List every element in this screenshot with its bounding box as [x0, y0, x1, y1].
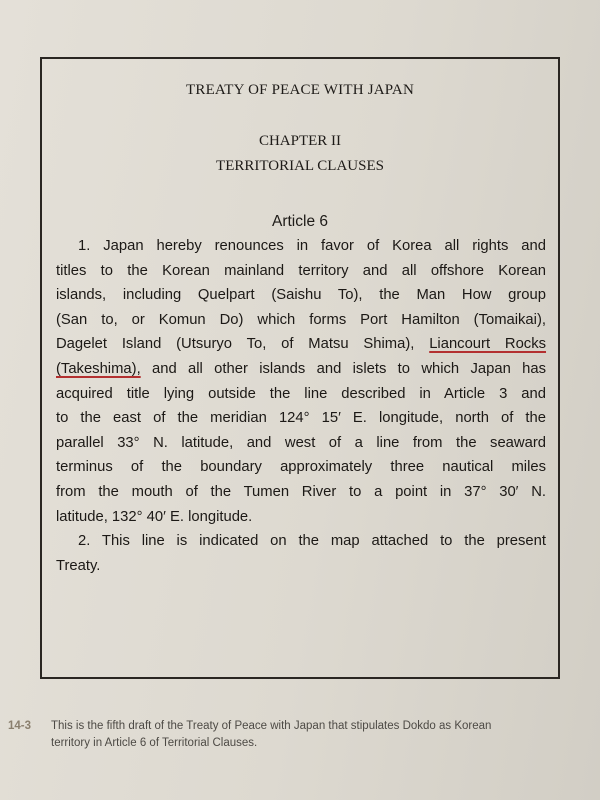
body-line-with-highlight — [56, 357, 546, 382]
body-line: (San to, or Komun Do) which forms Port Hamilton (Tomaikai), — [56, 311, 546, 328]
chapter-title: TERRITORIAL CLAUSES — [216, 158, 384, 174]
underlined-liancourt-rocks: Liancourt Rocks — [429, 336, 547, 353]
caption-text — [51, 718, 571, 752]
caption-line: territory in Article 6 of Territorial Clauses. — [51, 737, 258, 749]
underlined-takeshima: (Takeshima), — [56, 360, 141, 377]
article-body — [56, 234, 546, 578]
caption-line: This is the fifth draft of the Treaty of Peace with Japan that stipulates Dokdo as Korean — [51, 720, 492, 732]
body-line-with-highlight — [56, 332, 546, 357]
body-text: Dagelet Island (Utsuryo To, of Matsu Shima), — [56, 336, 430, 353]
body-line: 1. Japan hereby renounces in favor of Korea all rights and — [78, 238, 546, 254]
body-line: latitude, 132° 40′ E. longitude. — [56, 508, 253, 525]
figure-number: 14-3 — [8, 720, 32, 732]
body-line: to the east of the meridian 124° 15′ E. longitude, north of the — [56, 410, 546, 427]
body-line: terminus of the boundary approximately three nautical miles — [56, 459, 546, 476]
article-heading: Article 6 — [272, 213, 328, 230]
body-line: from the mouth of the Tumen River to a point in 37° 30′ N. — [56, 483, 546, 500]
body-line: parallel 33° N. latitude, and west of a line from the seaward — [56, 434, 546, 451]
body-line: acquired title lying outside the line described in Article 3 and — [56, 385, 546, 402]
chapter-heading: CHAPTER II — [258, 133, 342, 149]
body-line: islands, including Quelpart (Saishu To), the Man How group — [56, 287, 546, 304]
body-line: 2. This line is indicated on the map attached to the present — [78, 533, 546, 550]
body-line: Treaty. — [56, 557, 101, 574]
body-text: and all other islands and islets to which Japan has — [140, 360, 546, 377]
body-line: titles to the Korean mainland territory and all offshore Korean — [56, 262, 546, 279]
treaty-title: TREATY OF PEACE WITH JAPAN — [186, 82, 414, 98]
